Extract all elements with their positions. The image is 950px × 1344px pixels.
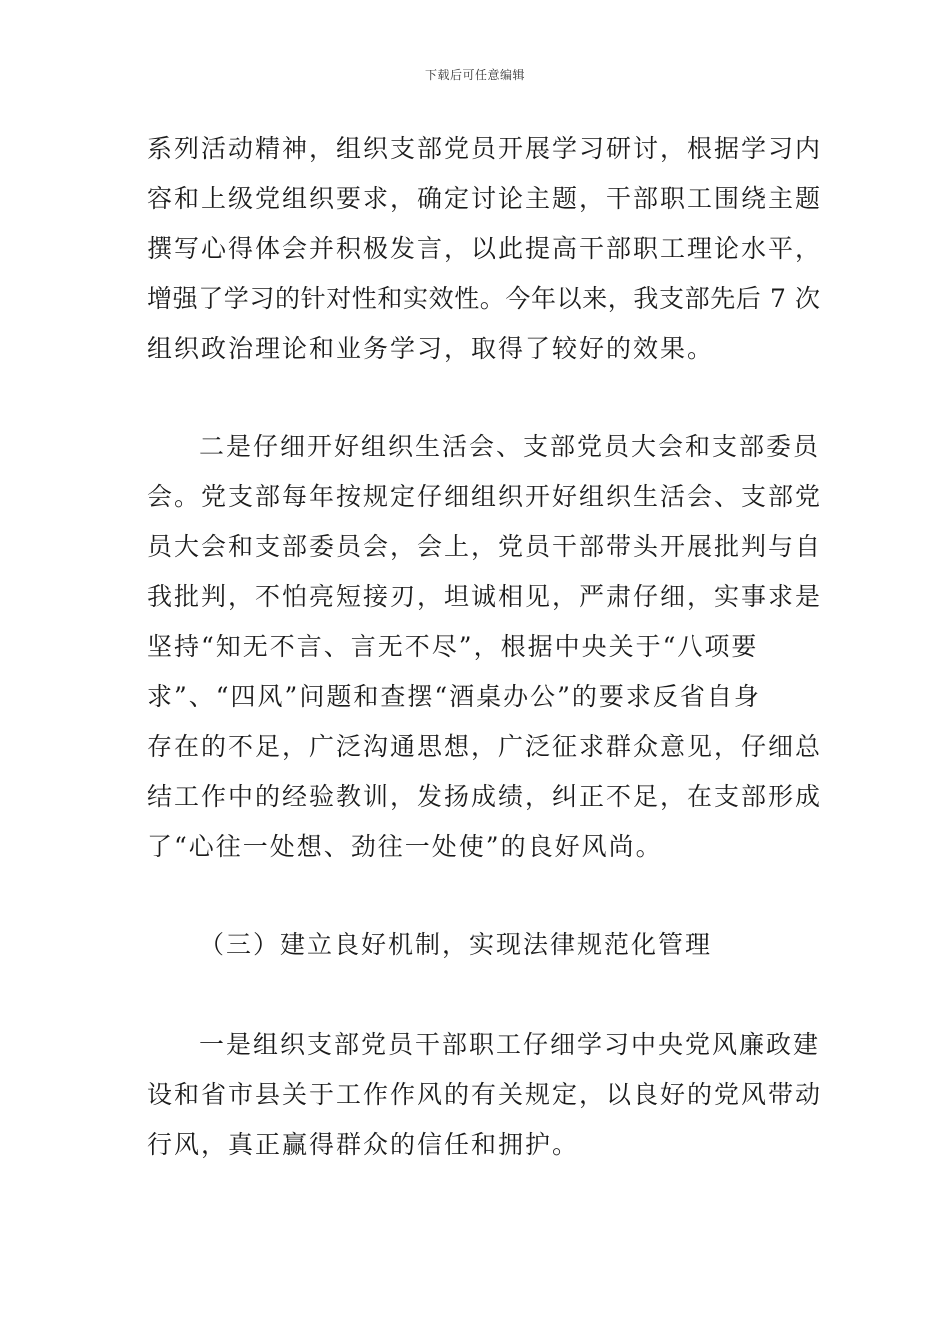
paragraph-line: 坚持“知无不言、言无不尽”，根据中央关于“八项要: [147, 632, 759, 661]
page-header: 下载后可任意编辑: [424, 68, 525, 82]
paragraph-line: 一是组织支部党员干部职工仔细学习中央党风廉政建: [199, 1030, 821, 1059]
paragraph-line: 二是仔细开好组织生活会、支部党员大会和支部委员: [199, 432, 821, 461]
paragraph-line: 会。党支部每年按规定仔细组织开好组织生活会、支部党: [147, 482, 823, 511]
paragraph-line: 设和省市县关于工作作风的有关规定，以良好的党风带动: [147, 1080, 823, 1109]
paragraph-line: 结工作中的经验教训，发扬成绩，纠正不足，在支部形成: [147, 782, 823, 811]
paragraph-line: 员大会和支部委员会，会上，党员干部带头开展批判与自: [147, 532, 823, 561]
section-heading: （三）建立良好机制，实现法律规范化管理: [199, 930, 713, 959]
paragraph-line: 撰写心得体会并积极发言，以此提高干部职工理论水平，: [147, 234, 823, 263]
paragraph-line: 系列活动精神，组织支部党员开展学习研讨，根据学习内: [147, 134, 823, 163]
paragraph-line: 行风，真正赢得群众的信任和拥护。: [147, 1130, 580, 1159]
paragraph-line: 我批判，不怕亮短接刃，坦诚相见，严肃仔细，实事求是: [147, 582, 823, 611]
paragraph-line: 了“心往一处想、劲往一处使”的良好风尚。: [147, 832, 663, 861]
paragraph-line: 容和上级党组织要求，确定讨论主题，干部职工围绕主题: [147, 184, 823, 213]
paragraph-line: 求”、“四风”问题和查摆“酒桌办公”的要求反省自身: [147, 682, 761, 711]
paragraph-line: 增强了学习的针对性和实效性。今年以来，我支部先后 7 次: [147, 284, 821, 313]
paragraph-line: 组织政治理论和业务学习，取得了较好的效果。: [147, 334, 715, 363]
paragraph-line: 存在的不足，广泛沟通思想，广泛征求群众意见，仔细总: [147, 732, 823, 761]
